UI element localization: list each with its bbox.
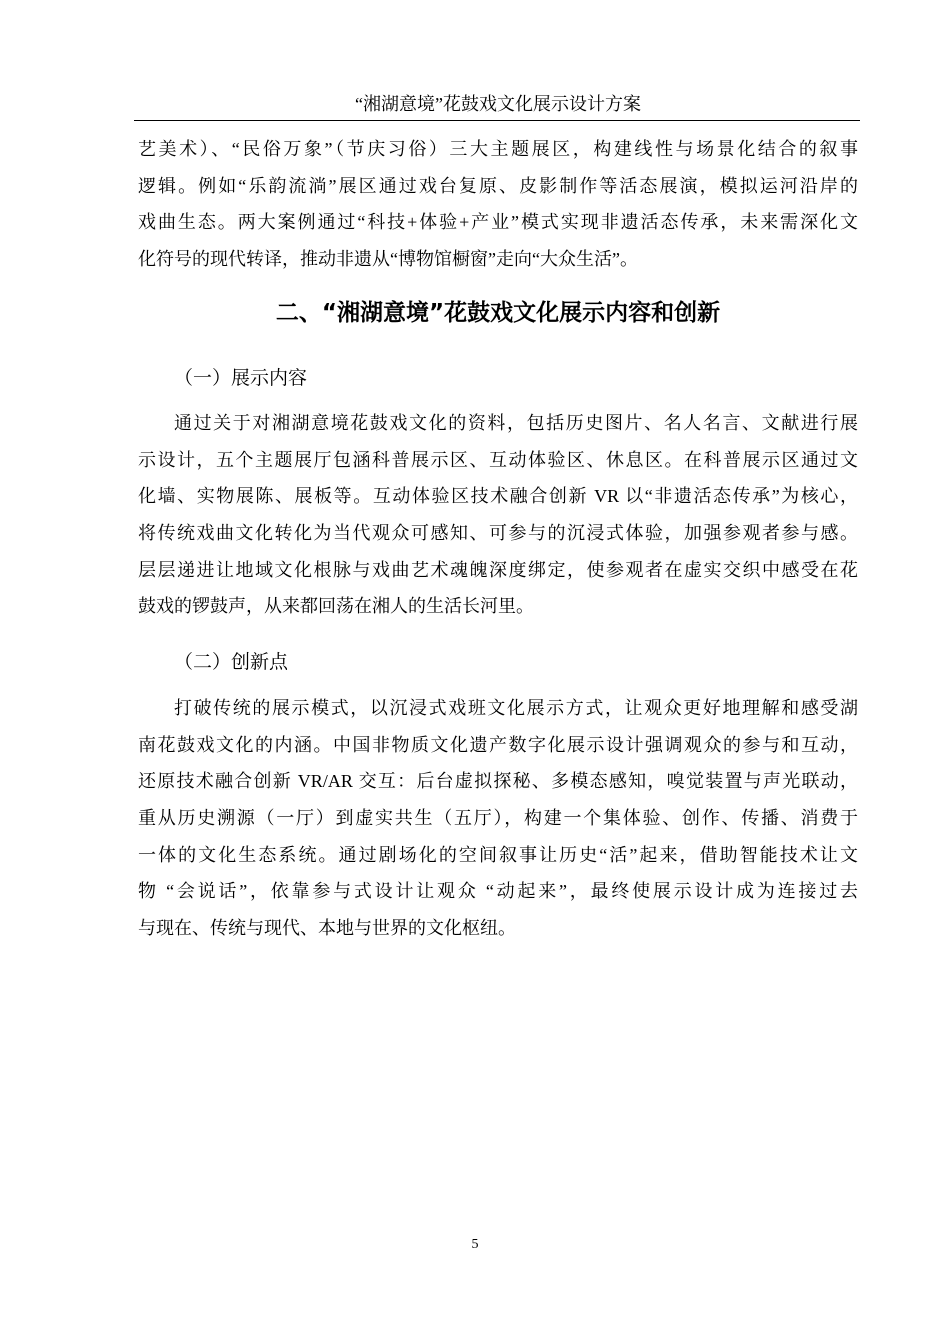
text-line: 将传统戏曲文化转化为当代观众可感知、可参与的沉浸式体验，加强参观者参与感。 bbox=[138, 523, 858, 544]
header-rule bbox=[134, 120, 860, 121]
page-number: 5 bbox=[471, 1237, 479, 1252]
text-line: 南花鼓戏文化的内涵。中国非物质文化遗产数字化展示设计强调观众的参与和互动， bbox=[138, 734, 858, 755]
text-line: 还原技术融合创新 VR/AR 交互：后台虚拟探秘、多模态感知，嗅觉装置与声光联动， bbox=[138, 771, 858, 792]
text-line: 戏曲生态。两大案例通过“科技+体验+产业”模式实现非遗活态传承，未来需深化文 bbox=[138, 212, 858, 233]
paragraph-content bbox=[138, 405, 858, 625]
text-line: 层层递进让地域文化根脉与戏曲艺术魂魄深度绑定，使参观者在虚实交织中感受在花 bbox=[138, 559, 858, 580]
text-line: 化墙、实物展陈、展板等。互动体验区技术融合创新 VR 以“非遗活态传承”为核心， bbox=[138, 486, 858, 507]
text-line: 打破传统的展示模式，以沉浸式戏班文化展示方式，让观众更好地理解和感受湖 bbox=[174, 698, 858, 718]
subsection-heading-innovation: （二）创新点 bbox=[174, 651, 289, 673]
text-line: 重从历史溯源（一厅）到虚实共生（五厅），构建一个集体验、创作、传播、消费于 bbox=[138, 808, 858, 829]
paragraph-continued bbox=[138, 131, 858, 278]
running-header: “湘湖意境”花鼓戏文化展示设计方案 bbox=[355, 94, 641, 114]
text-line: 通过关于对湘湖意境花鼓戏文化的资料，包括历史图片、名人名言、文献进行展 bbox=[174, 413, 858, 433]
text-line: 艺美术）、“民俗万象”（节庆习俗）三大主题展区，构建线性与场景化结合的叙事 bbox=[138, 139, 858, 159]
text-line: 示设计，五个主题展厅包涵科普展示区、互动体验区、休息区。在科普展示区通过文 bbox=[138, 449, 858, 470]
text-line: 鼓戏的锣鼓声，从来都回荡在湘人的生活长河里。 bbox=[138, 596, 534, 617]
text-line: 逻辑。例如“乐韵流淌”展区通过戏台复原、皮影制作等活态展演，模拟运河沿岸的 bbox=[138, 175, 858, 196]
section-heading: 二、“湘湖意境”花鼓戏文化展示内容和创新 bbox=[275, 300, 721, 326]
text-line: 化符号的现代转译，推动非遗从“博物馆橱窗”走向“大众生活”。 bbox=[138, 249, 638, 270]
text-line: 与现在、传统与现代、本地与世界的文化枢纽。 bbox=[138, 918, 516, 939]
text-line: 一体的文化生态系统。通过剧场化的空间叙事让历史“活”起来，借助智能技术让文 bbox=[138, 844, 858, 865]
text-line: 物 “会说话”，依靠参与式设计让观众 “动起来”，最终使展示设计成为连接过去 bbox=[138, 881, 858, 902]
paragraph-innovation bbox=[138, 690, 858, 947]
subsection-heading-content: （一）展示内容 bbox=[174, 367, 308, 389]
